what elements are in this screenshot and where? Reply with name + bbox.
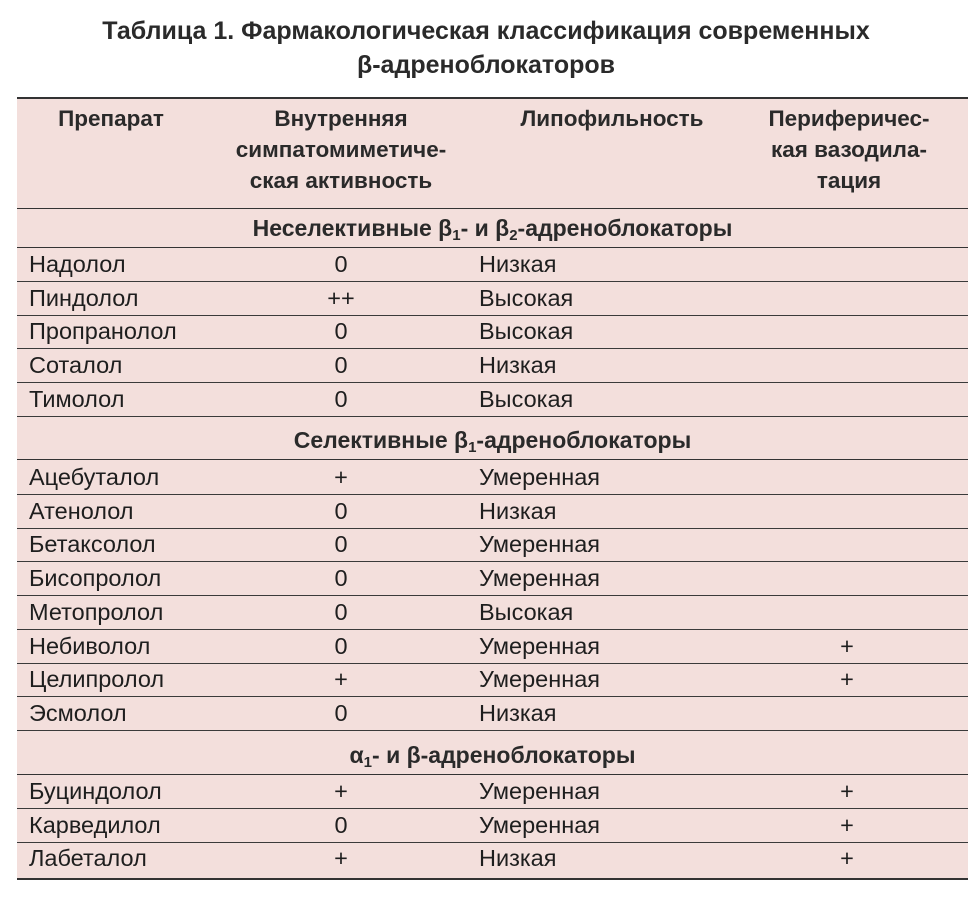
table-row	[17, 697, 968, 731]
vasodilation-cell	[787, 528, 907, 561]
section-title-text: - и β	[460, 215, 510, 241]
drug-cell: Небиволол	[29, 632, 151, 659]
section-title-subscript: 1	[363, 754, 373, 771]
isa-cell: 0	[334, 497, 348, 524]
table-row	[17, 315, 968, 349]
table-row	[17, 282, 968, 316]
header-vasodilation-line1: Периферичес-	[768, 106, 930, 131]
classification-table	[17, 97, 968, 880]
section-header	[17, 736, 968, 775]
table-row	[17, 528, 968, 562]
isa-cell: 0	[334, 385, 348, 412]
drug-cell: Бисопролол	[29, 565, 162, 592]
table-row	[17, 809, 968, 843]
drug-cell: Метопролол	[29, 598, 164, 625]
header-vasodilation-line3: тация	[816, 168, 882, 193]
vasodilation-cell	[787, 697, 907, 730]
vasodilation-cell	[787, 349, 907, 382]
header-isa	[205, 103, 477, 196]
vasodilation-cell: +	[840, 778, 854, 804]
vasodilation-cell: +	[840, 666, 854, 693]
isa-cell: 0	[334, 632, 348, 659]
table-row	[17, 461, 968, 495]
isa-cell: ++	[327, 284, 355, 311]
header-isa-line3: ская активность	[249, 168, 433, 193]
drug-cell: Буциндолол	[29, 778, 162, 804]
header-isa-line2: симпатомиметиче-	[235, 137, 447, 162]
drug-cell: Эсмолол	[29, 699, 127, 726]
lipophilicity-cell: Высокая	[479, 318, 574, 345]
lipophilicity-cell: Умеренная	[479, 811, 600, 838]
lipophilicity-cell: Низкая	[479, 845, 557, 872]
table-row	[17, 663, 968, 697]
section-header	[17, 421, 968, 460]
lipophilicity-cell: Умеренная	[479, 666, 600, 693]
vasodilation-cell	[787, 315, 907, 348]
vasodilation-cell	[787, 562, 907, 595]
lipophilicity-cell: Умеренная	[479, 778, 600, 804]
vasodilation-cell	[787, 282, 907, 315]
vasodilation-cell	[787, 383, 907, 416]
isa-cell: 0	[334, 565, 348, 592]
section-title-text: α	[349, 742, 364, 768]
lipophilicity-cell: Умеренная	[479, 464, 600, 490]
section-title-text: Селективные β	[293, 427, 469, 453]
table-row	[17, 596, 968, 630]
table-row	[17, 630, 968, 664]
section-title-subscript: 1	[468, 439, 477, 456]
header-drug: Препарат	[58, 106, 164, 131]
isa-cell: 0	[334, 352, 348, 379]
lipophilicity-cell: Высокая	[479, 284, 574, 311]
lipophilicity-cell: Низкая	[479, 251, 557, 277]
lipophilicity-cell: Высокая	[479, 385, 574, 412]
drug-cell: Бетаксолол	[29, 531, 156, 558]
table-row	[17, 248, 968, 282]
isa-cell: 0	[334, 531, 348, 558]
lipophilicity-cell: Низкая	[479, 699, 557, 726]
vasodilation-cell	[787, 461, 907, 494]
drug-cell: Атенолол	[29, 497, 134, 524]
vasodilation-cell: +	[840, 845, 854, 872]
drug-cell: Ацебуталол	[29, 464, 160, 490]
drug-cell: Лабеталол	[29, 845, 147, 872]
header-vasodilation	[739, 103, 959, 196]
section-title-subscript: 2	[509, 227, 518, 244]
isa-cell: +	[334, 778, 348, 804]
lipophilicity-cell: Высокая	[479, 598, 574, 625]
table-title-line2: β-адреноблокаторов	[356, 51, 616, 79]
isa-cell: 0	[334, 318, 348, 345]
vasodilation-cell: +	[840, 811, 854, 838]
isa-cell: 0	[334, 811, 348, 838]
drug-cell: Карведилол	[29, 811, 161, 838]
vasodilation-cell	[787, 248, 907, 281]
isa-cell: +	[334, 666, 348, 693]
isa-cell: 0	[334, 251, 348, 277]
table-title-line1: Таблица 1. Фармакологическая классификация современных	[102, 17, 870, 45]
vasodilation-cell	[787, 495, 907, 528]
lipophilicity-cell: Умеренная	[479, 565, 600, 592]
table-row	[17, 349, 968, 383]
table-header	[17, 99, 968, 209]
isa-cell: 0	[334, 699, 348, 726]
lipophilicity-cell: Низкая	[479, 352, 557, 379]
isa-cell: +	[334, 845, 348, 872]
vasodilation-cell: +	[840, 632, 854, 659]
drug-cell: Тимолол	[29, 385, 125, 412]
lipophilicity-cell: Умеренная	[479, 531, 600, 558]
table-row	[17, 842, 968, 875]
isa-cell: +	[334, 464, 348, 490]
isa-cell: 0	[334, 598, 348, 625]
drug-cell: Надолол	[29, 251, 126, 277]
lipophilicity-cell: Низкая	[479, 497, 557, 524]
section-title-text: -адреноблокаторы	[517, 215, 733, 241]
section-title-text: Неселективные β	[252, 215, 453, 241]
section-title-subscript: 1	[452, 227, 461, 244]
drug-cell: Соталол	[29, 352, 123, 379]
header-vasodilation-line2: кая вазодила-	[771, 137, 927, 162]
vasodilation-cell	[787, 596, 907, 629]
lipophilicity-cell: Умеренная	[479, 632, 600, 659]
table-title	[0, 14, 972, 82]
section-title-text: -адреноблокаторы	[476, 427, 692, 453]
table-row	[17, 562, 968, 596]
drug-cell: Пиндолол	[29, 284, 139, 311]
header-isa-line1: Внутренняя	[274, 106, 408, 131]
table-row	[17, 383, 968, 417]
table-row	[17, 495, 968, 529]
table-row	[17, 775, 968, 809]
section-header	[17, 209, 968, 248]
section-title-text: - и β-адреноблокаторы	[372, 742, 636, 768]
header-lipophilicity: Липофильность	[520, 106, 704, 131]
drug-cell: Пропранолол	[29, 318, 177, 345]
drug-cell: Целипролол	[29, 666, 165, 693]
